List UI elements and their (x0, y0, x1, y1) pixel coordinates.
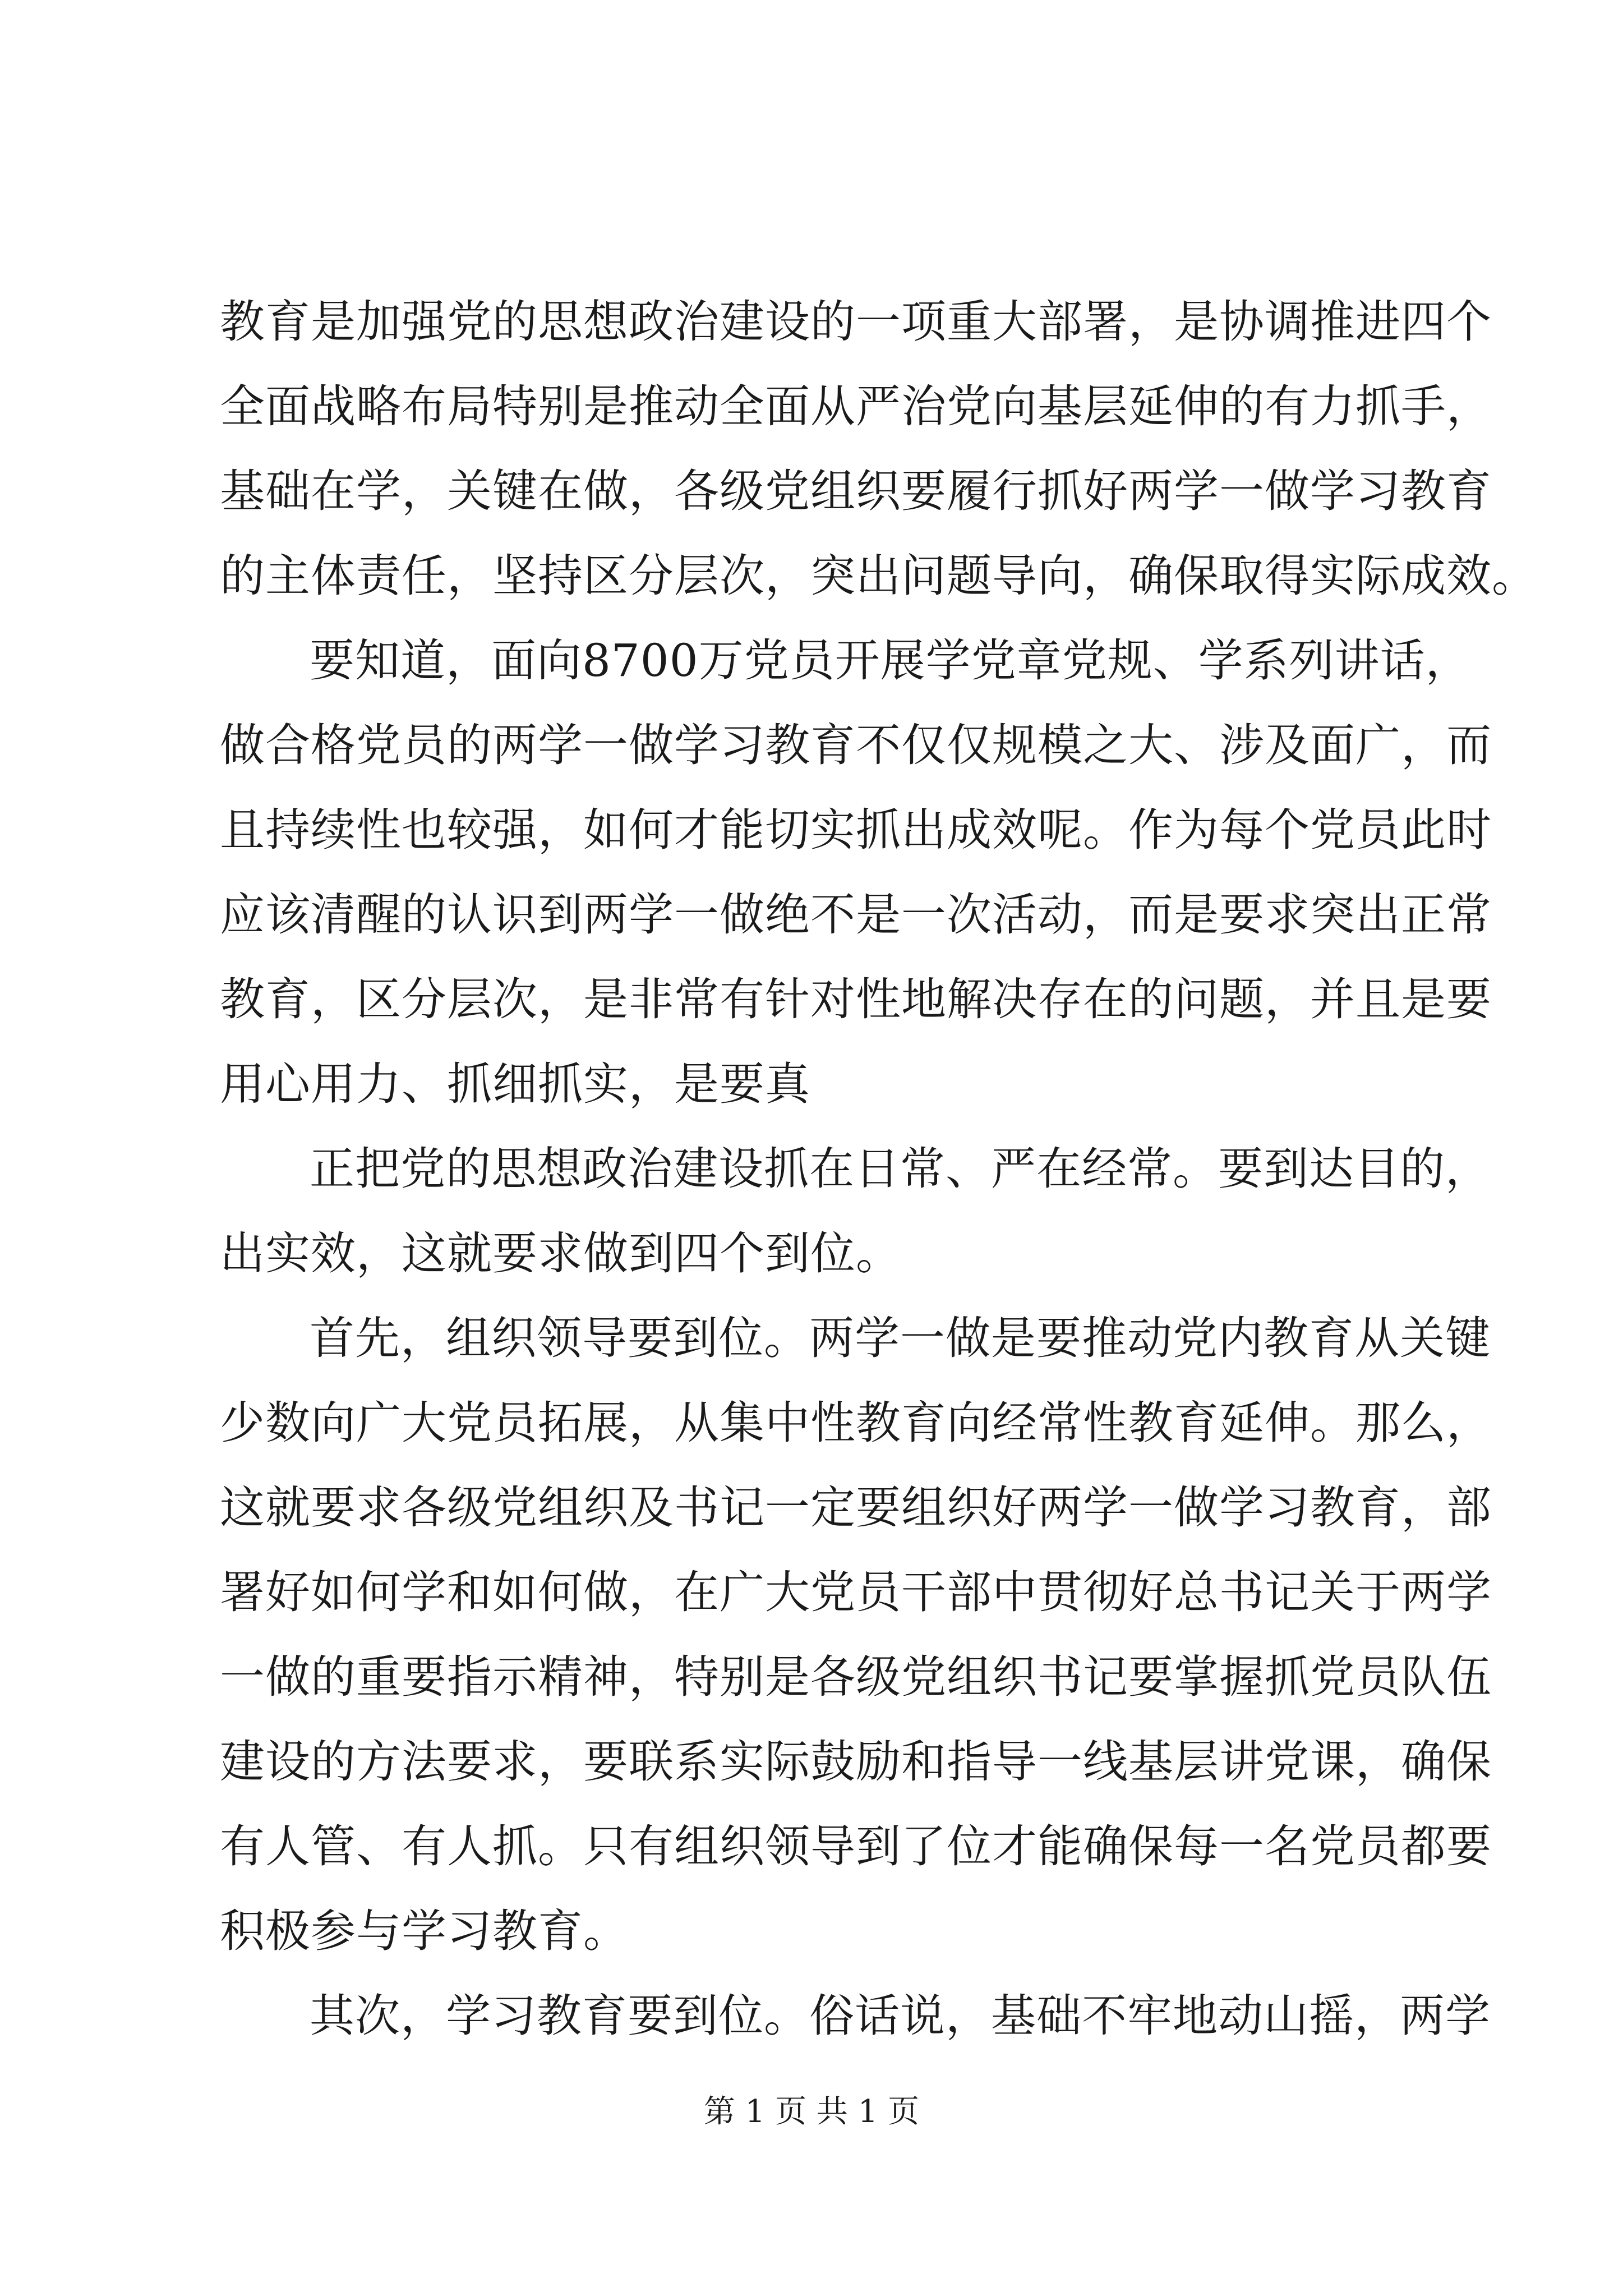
text-line: 的主体责任，坚持区分层次，突出问题导向，确保取得实际成效。 (220, 550, 1537, 602)
paragraph-3 (220, 1126, 1491, 1296)
text-line: 建设的方法要求，要联系实际鼓励和指导一线基层讲党课，确保 (220, 1736, 1492, 1788)
text-line: 有人管、有人抓。只有组织领导到了位才能确保每一名党员都要 (220, 1820, 1492, 1872)
text-line: 教育是加强党的思想政治建设的一项重大部署，是协调推进四个 (220, 296, 1492, 348)
text-line: 一做的重要指示精神，特别是各级党组织书记要掌握抓党员队伍 (220, 1651, 1492, 1703)
text-line: 基础在学，关键在做，各级党组织要履行抓好两学一做学习教育 (220, 465, 1492, 517)
page-footer (0, 2092, 1623, 2132)
text-line: 用心用力、抓细抓实，是要真 (220, 1058, 810, 1110)
document-body (220, 279, 1537, 2058)
text-line: 署好如何学和如何做，在广大党员干部中贯彻好总书记关于两学 (220, 1566, 1492, 1618)
paragraph-1 (220, 279, 1537, 618)
text-line: 其次，学习教育要到位。俗话说，基础不牢地动山摇，两学 (310, 1990, 1491, 2042)
text-line: 做合格党员的两学一做学习教育不仅仅规模之大、涉及面广，而 (220, 719, 1492, 771)
page-number-label: 第 1 页 共 1 页 (703, 2093, 920, 2130)
text-line: 积极参与学习教育。 (220, 1905, 629, 1957)
text-line: 应该清醒的认识到两学一做绝不是一次活动，而是要求突出正常 (220, 889, 1492, 941)
text-line: 出实效，这就要求做到四个到位。 (220, 1227, 901, 1280)
text-line: 正把党的思想政治建设抓在日常、严在经常。要到达目的， (310, 1143, 1491, 1195)
text-line: 首先，组织领导要到位。两学一做是要推动党内教育从关键 (310, 1312, 1491, 1364)
paragraph-5 (220, 1973, 1491, 2058)
paragraph-4 (220, 1296, 1492, 1973)
text-line: 少数向广大党员拓展，从集中性教育向经常性教育延伸。那么， (220, 1397, 1492, 1449)
paragraph-2 (220, 618, 1492, 1126)
text-line: 要知道，面向8700万党员开展学党章党规、学系列讲话， (310, 634, 1471, 687)
text-line: 全面战略布局特别是推动全面从严治党向基层延伸的有力抓手， (220, 380, 1492, 432)
text-line: 教育，区分层次，是非常有针对性地解决存在的问题，并且是要 (220, 973, 1492, 1025)
text-line: 且持续性也较强，如何才能切实抓出成效呢。作为每个党员此时 (220, 804, 1492, 856)
text-line: 这就要求各级党组织及书记一定要组织好两学一做学习教育，部 (220, 1481, 1492, 1534)
